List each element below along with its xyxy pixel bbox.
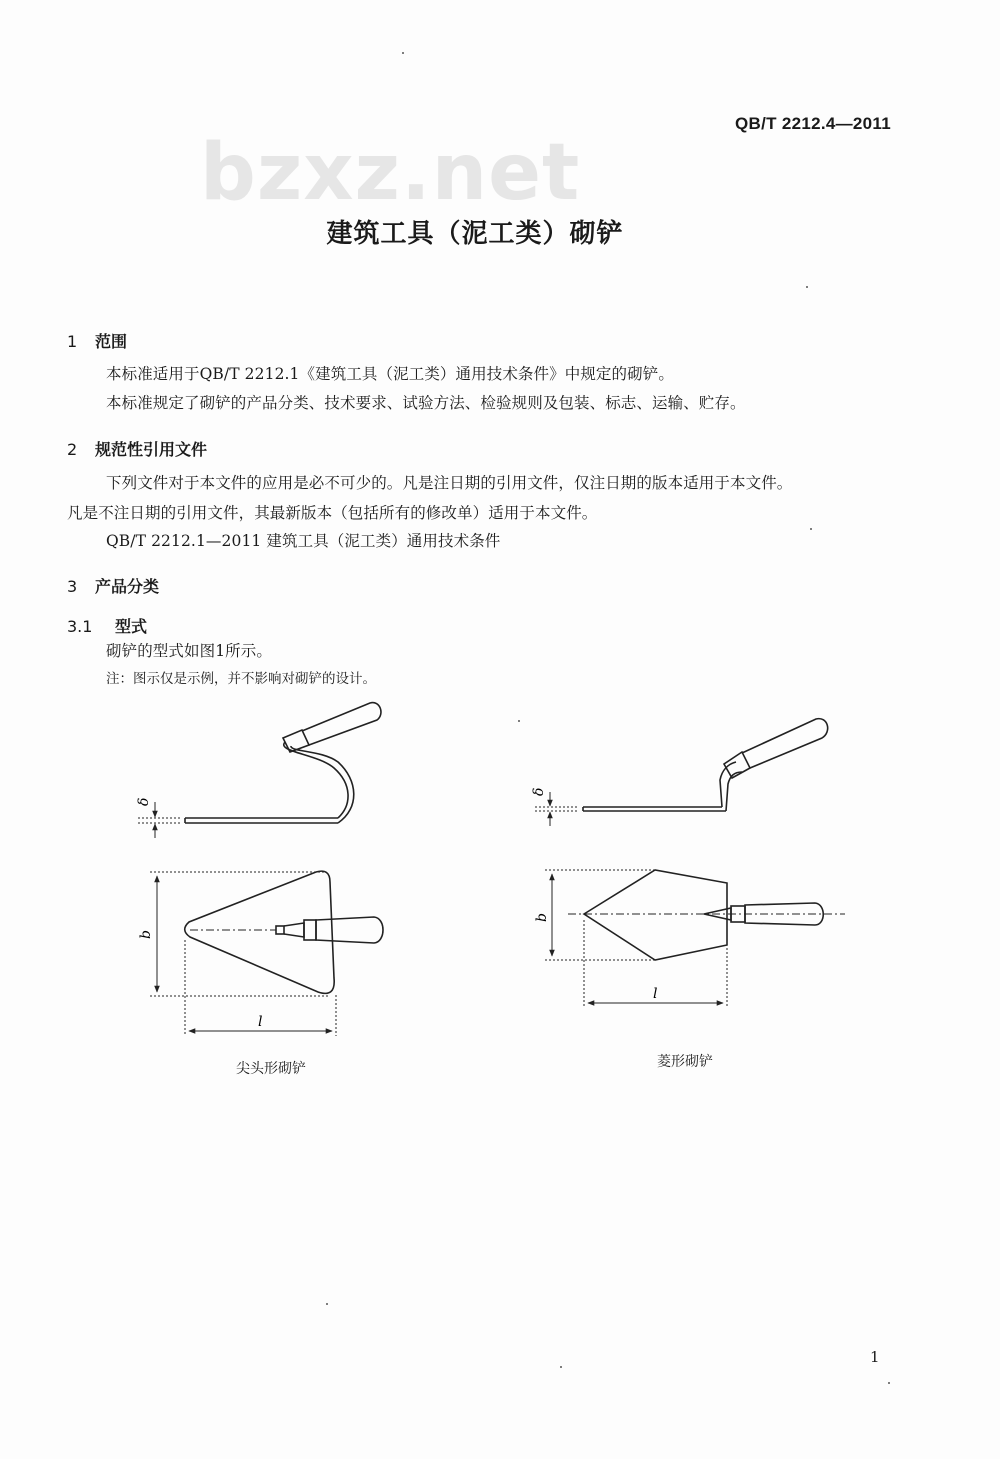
section-3-title: 产品分类	[95, 577, 160, 596]
diamond-trowel-side-view	[583, 719, 828, 811]
pointed-trowel-width-dim	[150, 872, 330, 996]
pointed-trowel-width-label: b	[138, 930, 154, 939]
section-1-paragraph-2: 本标准规定了砌铲的产品分类、技术要求、试验方法、检验规则及包装、标志、运输、贮存。	[106, 394, 746, 412]
section-3-1-number: 3.1	[67, 617, 93, 636]
section-1-number: 1	[67, 332, 78, 351]
section-1-title: 范围	[95, 332, 128, 351]
scan-speck	[560, 1366, 562, 1368]
scan-speck	[326, 1303, 328, 1305]
pointed-trowel-thickness-dim	[138, 802, 180, 838]
pointed-trowel-thickness-label: δ	[136, 797, 152, 806]
page-number: 1	[870, 1348, 880, 1366]
diamond-trowel-top-view	[568, 870, 845, 960]
section-3-number: 3	[67, 577, 78, 596]
scan-speck	[806, 286, 808, 288]
section-2-number: 2	[67, 440, 78, 459]
section-1-paragraph-1: 本标准适用于QB/T 2212.1《建筑工具（泥工类）通用技术条件》中规定的砌铲。	[106, 365, 674, 383]
section-2-paragraph-line-2: 凡是不注日期的引用文件，其最新版本（包括所有的修改单）适用于本文件。	[67, 504, 598, 522]
diamond-trowel-thickness-dim	[535, 792, 578, 826]
section-3-1-note: 注：图示仅是示例，并不影响对砌铲的设计。	[106, 671, 376, 687]
pointed-trowel-caption: 尖头形砌铲	[236, 1061, 306, 1077]
diamond-trowel-caption: 菱形砌铲	[657, 1054, 713, 1070]
scan-speck	[888, 1382, 890, 1384]
section-3-1-paragraph: 砌铲的型式如图1所示。	[106, 642, 272, 660]
pointed-trowel-top-view	[185, 871, 383, 993]
section-2-title: 规范性引用文件	[95, 440, 208, 459]
page-title: 建筑工具（泥工类）砌铲	[326, 219, 624, 249]
diamond-trowel-width-dim	[545, 870, 655, 960]
watermark-text: bzxz.net	[200, 128, 581, 218]
standard-number: QB/T 2212.4—2011	[735, 114, 892, 133]
diamond-trowel-width-label: b	[534, 913, 550, 922]
section-2-paragraph-line-1: 下列文件对于本文件的应用是必不可少的。凡是注日期的引用文件，仅注日期的版本适用于本文件。	[106, 474, 793, 492]
diamond-trowel-thickness-label: δ	[531, 787, 547, 796]
scan-speck	[402, 52, 404, 54]
section-2-reference: QB/T 2212.1—2011 建筑工具（泥工类）通用技术条件	[106, 532, 501, 550]
scan-speck	[810, 528, 812, 530]
diamond-trowel-length-label: l	[653, 986, 658, 1002]
section-3-1-title: 型式	[115, 617, 148, 636]
pointed-trowel-length-label: l	[258, 1014, 263, 1030]
scan-speck	[518, 720, 520, 722]
pointed-trowel-side-view	[185, 703, 381, 823]
